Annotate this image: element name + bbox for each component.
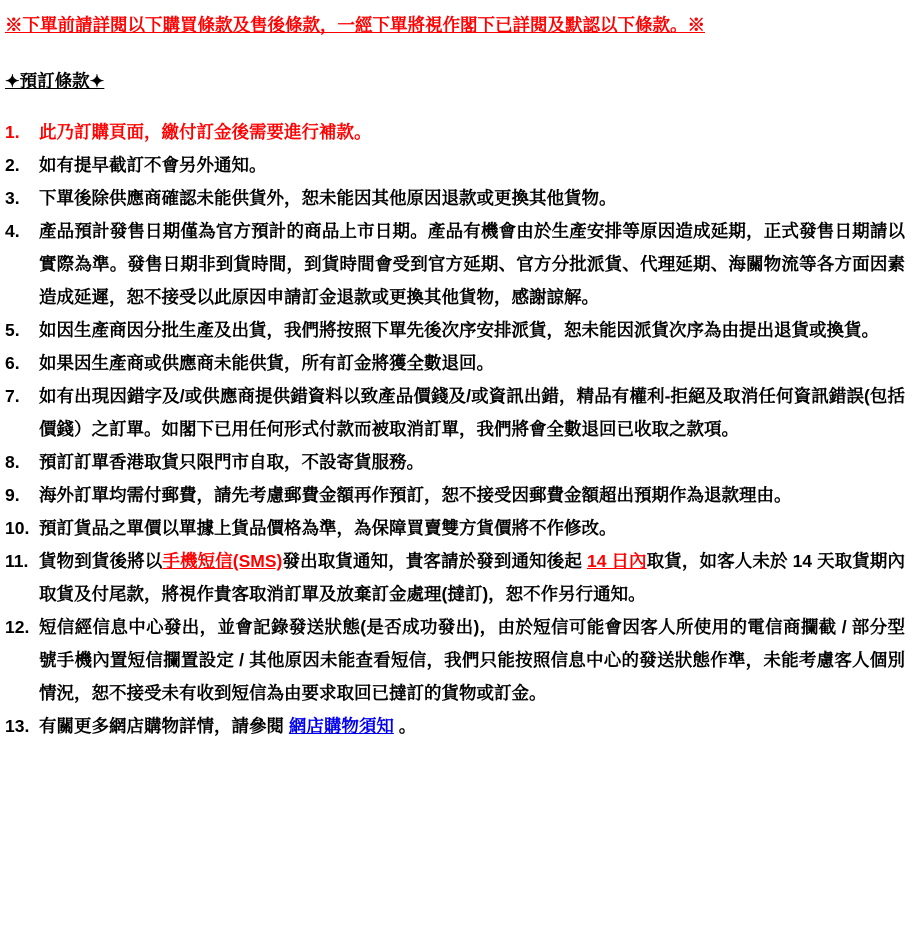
term-text-segment: 如因生產商因分批生產及出貨，我們將按照下單先後次序安排派貨，恕未能因派貨次序為由提出退貨或換貨。 bbox=[39, 320, 879, 340]
term-text-body bbox=[39, 314, 905, 347]
term-text-segment: 如果因生產商或供應商未能供貨，所有訂金將獲全數退回。 bbox=[39, 353, 494, 373]
term-number: 5. bbox=[5, 320, 20, 340]
term-item bbox=[5, 710, 905, 743]
term-text-body bbox=[39, 116, 905, 149]
term-text-body bbox=[39, 380, 905, 446]
term-text-segment: 手機短信(SMS) bbox=[162, 551, 283, 571]
term-text-segment: 如有出現因錯字及/或供應商提供錯資料以致產品價錢及/或資訊出錯，精品有權利-拒絕及取消任何資訊錯誤(包括價錢）之訂單。如閣下已用任何形式付款而被取消訂單，我們將會全數退回已收取之款項。 bbox=[39, 386, 905, 439]
term-item bbox=[5, 314, 905, 347]
term-item bbox=[5, 347, 905, 380]
section-title-preorder-terms: ✦預訂條款✦ bbox=[5, 71, 105, 91]
term-number: 2. bbox=[5, 155, 20, 175]
term-text-body bbox=[39, 446, 905, 479]
term-text-body bbox=[39, 710, 905, 743]
shop-purchase-notice-link[interactable]: 網店購物須知 bbox=[288, 716, 394, 736]
term-text-body bbox=[39, 182, 905, 215]
term-text-segment: 預訂訂單香港取貨只限門市自取，不設寄貨服務。 bbox=[39, 452, 424, 472]
term-text-segment: 如有提早截訂不會另外通知。 bbox=[39, 155, 267, 175]
term-text-segment: 發出取貨通知，貴客請於發到通知後起 bbox=[282, 551, 587, 571]
term-number: 10. bbox=[5, 518, 30, 538]
term-number: 1. bbox=[5, 122, 20, 142]
term-text-body bbox=[39, 611, 905, 710]
term-item bbox=[5, 446, 905, 479]
term-number: 9. bbox=[5, 485, 20, 505]
terms-list bbox=[5, 116, 905, 743]
term-text-segment: 有關更多網店購物詳情，請參閱 bbox=[39, 716, 289, 736]
term-text-segment: 。 bbox=[393, 716, 417, 736]
term-item bbox=[5, 479, 905, 512]
term-item bbox=[5, 116, 905, 149]
term-text-segment: 14 日內 bbox=[586, 551, 647, 571]
term-text-body bbox=[39, 347, 905, 380]
term-number: 12. bbox=[5, 617, 30, 637]
term-item bbox=[5, 149, 905, 182]
term-number: 11. bbox=[5, 551, 29, 571]
term-item bbox=[5, 611, 905, 710]
term-text-segment: 海外訂單均需付郵費，請先考慮郵費金額再作預訂，恕不接受因郵費金額超出預期作為退款理由。 bbox=[39, 485, 792, 505]
term-item bbox=[5, 545, 905, 611]
term-text-body bbox=[39, 479, 905, 512]
term-text-body bbox=[39, 215, 905, 314]
term-item bbox=[5, 380, 905, 446]
term-item bbox=[5, 512, 905, 545]
term-number: 8. bbox=[5, 452, 20, 472]
term-number: 3. bbox=[5, 188, 20, 208]
term-number: 7. bbox=[5, 386, 20, 406]
term-text-body bbox=[39, 545, 905, 611]
term-text-segment: 貨物到貨後將以 bbox=[39, 551, 163, 571]
term-text-segment: 此乃訂購頁面，繳付訂金後需要進行補款。 bbox=[39, 122, 372, 142]
term-text-segment: 取貨，如客人未於 14 天取貨期內取貨及付尾款，將視作貴客取消訂單及放棄訂金處理(撻訂)，恕不作另行通知。 bbox=[39, 551, 905, 604]
term-item bbox=[5, 215, 905, 314]
purchase-notice-banner: ※下單前請詳閱以下購買條款及售後條款，一經下單將視作閣下已詳閱及默認以下條款。※ bbox=[5, 15, 705, 35]
term-text-segment: 產品預計發售日期僅為官方預計的商品上市日期。產品有機會由於生產安排等原因造成延期，正式發售日期請以實際為準。發售日期非到貨時間，到貨時間會受到官方延期、官方分批派貨、代理延期、海關物流等各方面因素造成延遲，恕不接受以此原因申請訂金退款或更換其他貨物，感謝諒解。 bbox=[39, 221, 905, 307]
term-text-body bbox=[39, 512, 905, 545]
term-text-body bbox=[39, 149, 905, 182]
term-text-segment: 下單後除供應商確認未能供貨外，恕未能因其他原因退款或更換其他貨物。 bbox=[39, 188, 617, 208]
term-number: 4. bbox=[5, 221, 20, 241]
term-text-segment: 預訂貨品之單價以單據上貨品價格為準，為保障買賣雙方貨價將不作修改。 bbox=[39, 518, 617, 538]
term-text-segment: 短信經信息中心發出，並會記錄發送狀態(是否成功發出)，由於短信可能會因客人所使用的電信商攔截 / 部分型號手機內置短信攔置設定 / 其他原因未能查看短信，我們只能按照信息中心的發送狀態作準，未能考慮客人個別情況，恕不接受未有收到短信為由要求取回已撻訂的貨物或訂金。 bbox=[39, 617, 905, 703]
term-number: 13. bbox=[5, 716, 30, 736]
term-item bbox=[5, 182, 905, 215]
term-number: 6. bbox=[5, 353, 20, 373]
